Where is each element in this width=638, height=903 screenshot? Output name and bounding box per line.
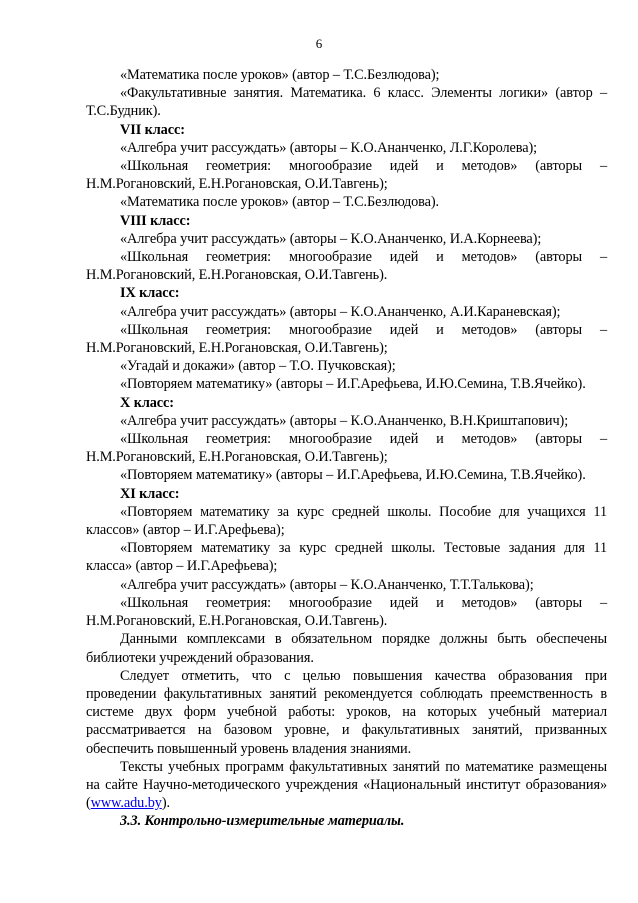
program-entry: «Школьная геометрия: многообразие идей и методов» (авторы – Н.М.Рогановский, Е.Н.Рогановская, О.И.Тавгень); [86, 321, 607, 357]
program-entry: «Математика после уроков» (автор – Т.С.Безлюдова); [120, 67, 440, 83]
program-entry: «Повторяем математику за курс средней школы. Тестовые задания для 11 класса» (автор – И.Г.Арефьева); [86, 540, 607, 575]
document-body [86, 66, 607, 831]
body-paragraph: Следует отметить, что с целью повышения качества образования при проведении факультативных занятий рекомендуется соблюдать преемственность в системе двух форм учебной работы: уроков, на которых учебный материал рассматривается на базовом уровне, и факультативных занятий, призванных обеспечить повышенный уровень владения знаниями. [86, 667, 607, 757]
program-entry: «Школьная геометрия: многообразие идей и методов» (авторы – Н.М.Рогановский, Е.Н.Рогановская, О.И.Тавгень). [86, 594, 607, 630]
program-entry: «Повторяем математику за курс средней школы. Пособие для учащихся 11 классов» (автор – И.Г.Арефьева); [86, 503, 607, 539]
program-entry: «Школьная геометрия: многообразие идей и методов» (авторы – Н.М.Рогановский, Е.Н.Рогановская, О.И.Тавгень). [86, 249, 607, 284]
body-paragraph: Данными комплексами в обязательном порядке должны быть обеспечены библиотеки учреждений образования. [86, 631, 607, 666]
section-heading: 3.3. Контрольно-измерительные материалы. [120, 813, 405, 830]
program-entry: «Алгебра учит рассуждать» (авторы – К.О.Ананченко, Т.Т.Талькова); [120, 576, 534, 593]
program-entry: «Повторяем математику» (авторы – И.Г.Арефьева, И.Ю.Семина, Т.В.Ячейко). [120, 467, 586, 484]
program-entry: «Алгебра учит рассуждать» (авторы – К.О.Ананченко, А.И.Караневская); [120, 303, 561, 320]
grade-heading-7: VII класс: [120, 121, 185, 138]
program-entry: «Угадай и докажи» (автор – Т.О. Пучковская); [120, 358, 396, 375]
program-entry: «Факультативные занятия. Математика. 6 класс. Элементы логики» (автор – Т.С.Будник). [86, 85, 607, 120]
grade-heading-9: IX класс: [120, 285, 180, 302]
grade-heading-8: VIII класс: [120, 212, 191, 229]
program-entry: «Математика после уроков» (автор – Т.С.Безлюдова). [120, 194, 440, 211]
paragraph-text: ). [161, 795, 170, 812]
program-entry: «Алгебра учит рассуждать» (авторы – К.О.Ананченко, И.А.Корнеева); [120, 230, 542, 247]
website-link[interactable]: www.adu.by [90, 795, 162, 812]
body-paragraph [86, 758, 607, 813]
paragraph-text: Тексты учебных программ факультативных занятий по математике размещены на сайте Научно-методического учреждения «Национальный институт образования» ( [86, 758, 607, 812]
program-entry: «Школьная геометрия: многообразие идей и методов» (авторы – Н.М.Рогановский, Е.Н.Рогановская, О.И.Тавгень); [86, 431, 607, 466]
grade-heading-11: XI класс: [120, 485, 180, 502]
program-entry: «Повторяем математику» (авторы – И.Г.Арефьева, И.Ю.Семина, Т.В.Ячейко). [120, 376, 586, 393]
page-number: 6 [315, 36, 323, 51]
grade-heading-10: X класс: [120, 394, 174, 411]
program-entry: «Алгебра учит рассуждать» (авторы – К.О.Ананченко, В.Н.Криштапович); [120, 412, 569, 429]
program-entry: «Школьная геометрия: многообразие идей и методов» (авторы – Н.М.Рогановский, Е.Н.Рогановская, О.И.Тавгень); [86, 158, 607, 193]
program-entry: «Алгебра учит рассуждать» (авторы – К.О.Ананченко, Л.Г.Королева); [120, 139, 538, 156]
